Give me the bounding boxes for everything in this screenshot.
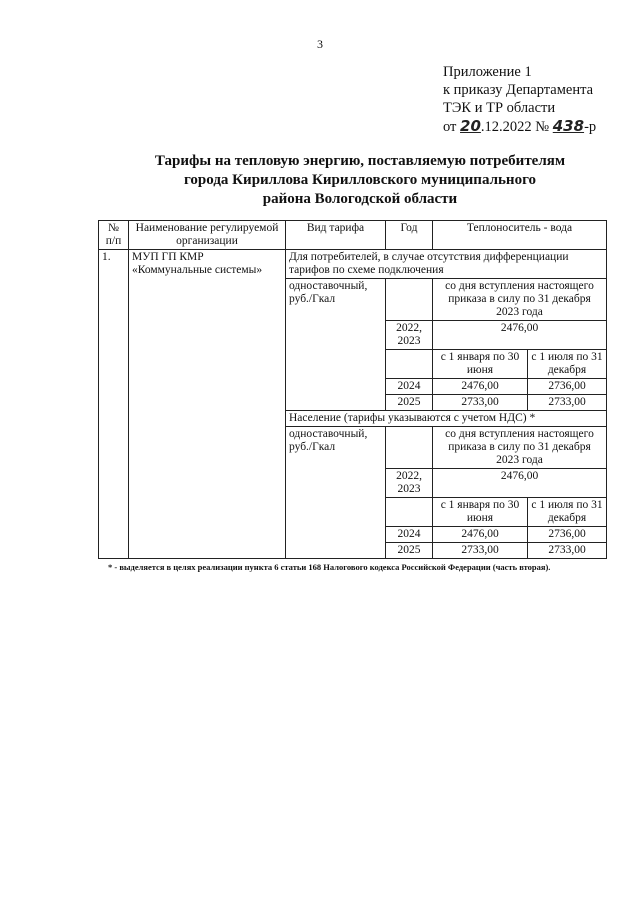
appendix-block bbox=[443, 63, 596, 136]
section2-2025-h1: 2733,00 bbox=[433, 543, 528, 559]
section2-year-2024: 2024 bbox=[386, 527, 433, 543]
section2-year-2025: 2025 bbox=[386, 543, 433, 559]
section2-value-2022-2023: 2476,00 bbox=[433, 469, 607, 498]
document-title bbox=[0, 152, 640, 209]
appendix-line-2: к приказу Департамента bbox=[443, 82, 594, 98]
appendix-line-3: ТЭК и ТР области bbox=[443, 100, 556, 116]
header-year: Год bbox=[386, 221, 433, 250]
section2-empty-year-2 bbox=[386, 498, 433, 527]
section1-2025-h1: 2733,00 bbox=[433, 395, 528, 411]
section1-year-2024: 2024 bbox=[386, 379, 433, 395]
section1-half1: с 1 января по 30 июня bbox=[433, 350, 528, 379]
page-number: 3 bbox=[317, 37, 323, 51]
section1-tariff-type: одноставочный, руб./Гкал bbox=[286, 279, 386, 411]
appendix-prefix: от bbox=[443, 119, 457, 135]
section2-title: Население (тарифы указываются с учетом НДС) * bbox=[286, 411, 607, 427]
section1-half2: с 1 июля по 31 декабря bbox=[528, 350, 607, 379]
section1-2024-h1: 2476,00 bbox=[433, 379, 528, 395]
appendix-number: 438 bbox=[552, 117, 585, 135]
org-name: МУП ГП КМР «Коммунальные системы» bbox=[129, 250, 286, 559]
appendix-day: 20 bbox=[460, 117, 481, 135]
tariff-table bbox=[98, 220, 607, 559]
header-type: Вид тарифа bbox=[286, 221, 386, 250]
title-line-2: города Кириллова Кирилловского муниципального bbox=[183, 172, 537, 188]
section2-2025-h2: 2733,00 bbox=[528, 543, 607, 559]
section1-years-2022-2023: 2022, 2023 bbox=[386, 321, 433, 350]
section2-2024-h1: 2476,00 bbox=[433, 527, 528, 543]
footnote: * - выделяется в целях реализации пункта 6 статьи 168 Налогового кодекса Российской Федерации (часть вторая). bbox=[108, 562, 551, 572]
appendix-line-1: Приложение 1 bbox=[443, 64, 532, 80]
section1-year-2025: 2025 bbox=[386, 395, 433, 411]
section1-2024-h2: 2736,00 bbox=[528, 379, 607, 395]
table-header-row bbox=[99, 221, 607, 250]
section1-empty-year-2 bbox=[386, 350, 433, 379]
appendix-suffix: -р bbox=[584, 119, 597, 135]
section1-title: Для потребителей, в случае отсутствия дифференциации тарифов по схеме подключения bbox=[286, 250, 607, 279]
section1-empty-year bbox=[386, 279, 433, 321]
appendix-order-line bbox=[443, 117, 596, 136]
section1-2025-h2: 2733,00 bbox=[528, 395, 607, 411]
appendix-date-rest: .12.2022 № bbox=[480, 119, 550, 135]
section1-value-2022-2023: 2476,00 bbox=[433, 321, 607, 350]
section2-tariff-type: одноставочный, руб./Гкал bbox=[286, 427, 386, 559]
section1-period: со дня вступления настоящего приказа в силу по 31 декабря 2023 года bbox=[433, 279, 607, 321]
section2-2024-h2: 2736,00 bbox=[528, 527, 607, 543]
header-carrier: Теплоноситель - вода bbox=[433, 221, 607, 250]
header-num: № п/п bbox=[99, 221, 129, 250]
title-line-1: Тарифы на тепловую энергию, поставляемую потребителям bbox=[154, 153, 566, 169]
header-org: Наименование регулируемой организации bbox=[129, 221, 286, 250]
section2-half2: с 1 июля по 31 декабря bbox=[528, 498, 607, 527]
section2-half1: с 1 января по 30 июня bbox=[433, 498, 528, 527]
section2-period: со дня вступления настоящего приказа в силу по 31 декабря 2023 года bbox=[433, 427, 607, 469]
table-row bbox=[99, 250, 607, 279]
section2-empty-year bbox=[386, 427, 433, 469]
title-line-3: района Вологодской области bbox=[262, 191, 458, 207]
section2-years-2022-2023: 2022, 2023 bbox=[386, 469, 433, 498]
row-number: 1. bbox=[99, 250, 129, 559]
